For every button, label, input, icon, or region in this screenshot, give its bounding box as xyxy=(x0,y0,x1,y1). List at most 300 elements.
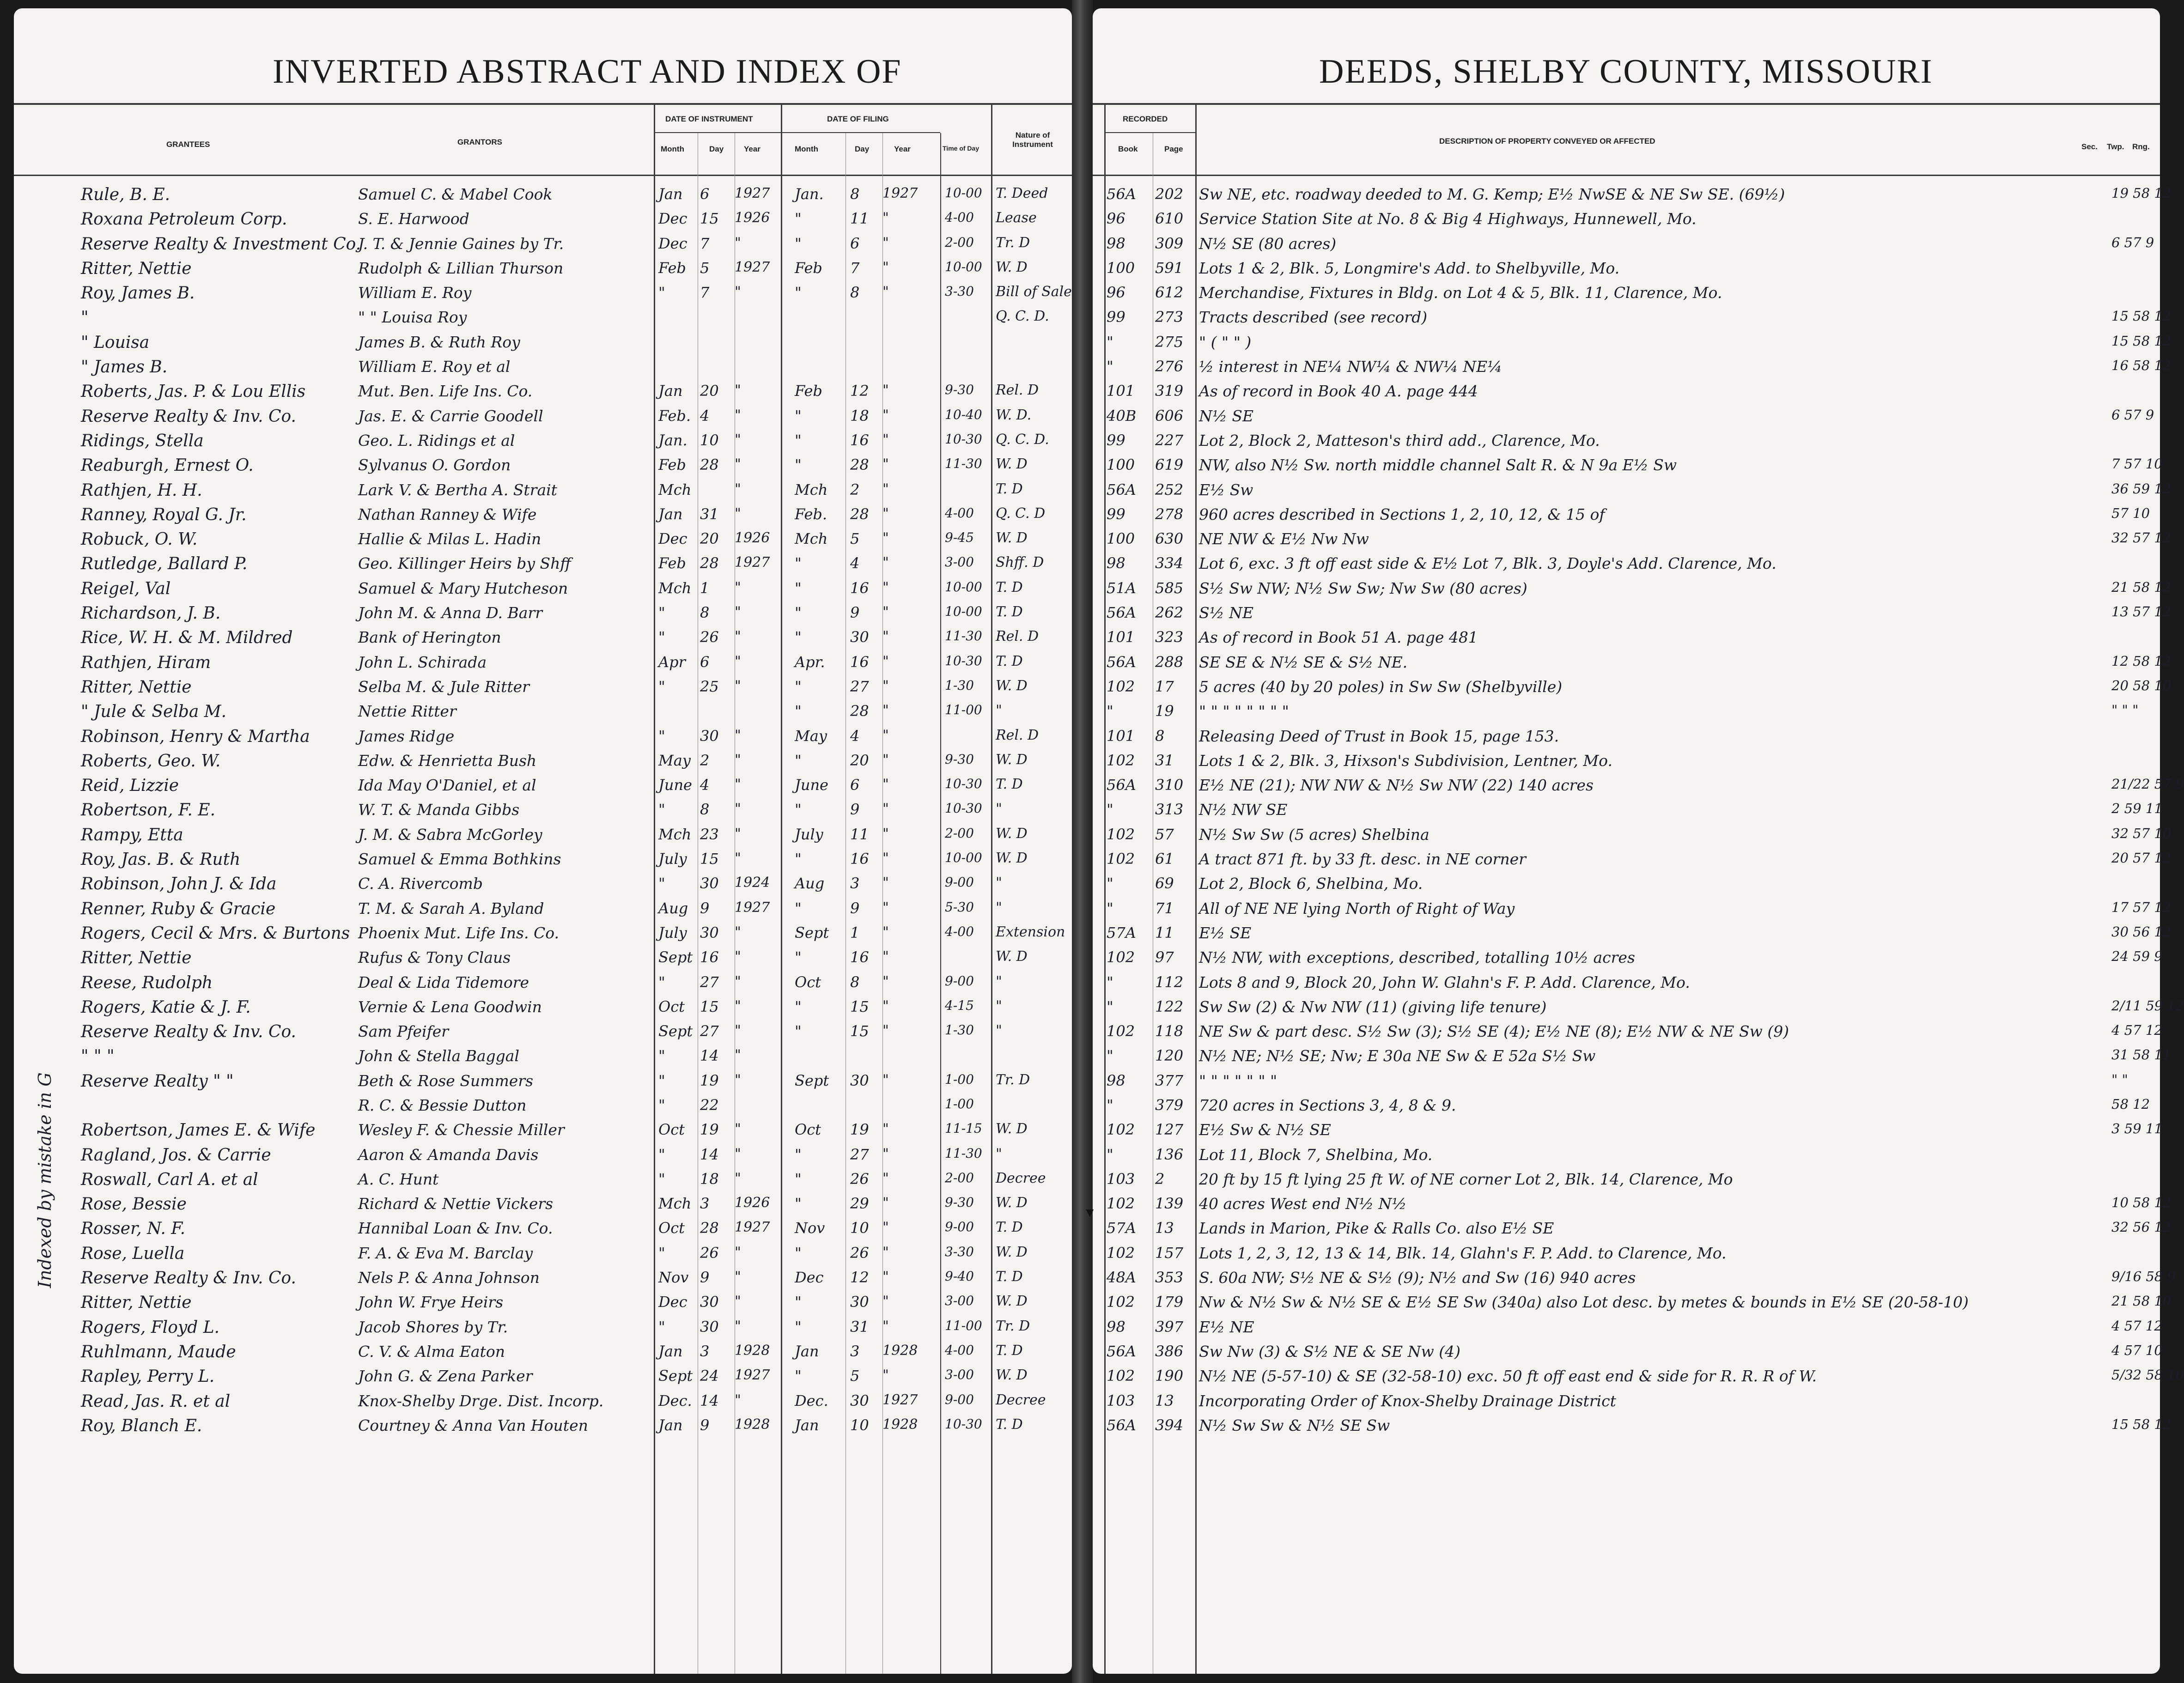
ledger-row xyxy=(1093,231,2160,255)
filing-month-cell: " xyxy=(795,1022,802,1040)
filing-day-cell: 8 xyxy=(850,973,860,991)
nature-cell: Lease xyxy=(996,210,1037,226)
left-ledger-page xyxy=(14,8,1072,1674)
ledger-row xyxy=(14,994,1072,1019)
instrument-year-cell: " xyxy=(735,234,741,251)
instrument-month-cell: June xyxy=(658,776,692,794)
instrument-day-cell: 20 xyxy=(700,382,719,400)
instrument-year-cell: " xyxy=(735,579,741,595)
instrument-month-cell: May xyxy=(658,751,691,769)
filing-year-cell: " xyxy=(882,259,889,275)
filing-day-cell: 16 xyxy=(850,948,869,966)
instrument-month-cell: " xyxy=(658,1145,665,1163)
instrument-year-cell: " xyxy=(735,997,741,1014)
ledger-row xyxy=(14,1068,1072,1093)
time-of-day-cell: 9-00 xyxy=(945,875,974,890)
filing-month-cell: Oct xyxy=(795,973,821,991)
filing-day-cell: 6 xyxy=(850,776,860,794)
book-cell: " xyxy=(1107,997,1113,1015)
filing-year-cell: " xyxy=(882,628,889,645)
instrument-day-cell: 5 xyxy=(700,259,710,277)
grantor-cell: Samuel & Emma Bothkins xyxy=(358,850,561,869)
grantor-cell: John & Stella Baggal xyxy=(358,1047,520,1065)
ledger-row xyxy=(14,1117,1072,1142)
instrument-month-cell: Feb. xyxy=(658,407,691,425)
grantor-cell: W. T. & Manda Gibbs xyxy=(358,801,520,819)
sec-twp-rng-cell: " " xyxy=(2111,1071,2128,1088)
filing-year-cell: " xyxy=(882,1244,889,1260)
grantor-cell: John M. & Anna D. Barr xyxy=(358,604,542,622)
time-of-day-cell: 9-00 xyxy=(945,1219,974,1235)
ledger-row xyxy=(14,280,1072,304)
instrument-month-cell: July xyxy=(658,850,687,868)
book-header: Book xyxy=(1118,145,1138,153)
sec-twp-rng-cell: 5/32 58 10 xyxy=(2111,1367,2184,1383)
filing-month-cell: Oct xyxy=(795,1121,821,1139)
instrument-year-cell: 1926 xyxy=(735,210,770,226)
filing-month-cell: Sept xyxy=(795,1071,829,1089)
filing-year-cell: " xyxy=(882,530,889,547)
instrument-year-cell: " xyxy=(735,751,741,768)
instrument-month-cell: Dec xyxy=(658,234,687,252)
instrument-day-cell: 3 xyxy=(700,1195,710,1213)
instrument-day-cell: 4 xyxy=(700,776,710,794)
filing-day-cell: 15 xyxy=(850,997,869,1015)
grantee-cell: Roxana Petroleum Corp. xyxy=(81,210,287,229)
ledger-row xyxy=(1093,1093,2160,1117)
instrument-year-cell: " xyxy=(735,431,741,448)
grantee-cell: " Louisa xyxy=(81,333,150,352)
grantor-cell: Rudolph & Lillian Thurson xyxy=(358,259,564,277)
page-cell: 377 xyxy=(1155,1071,1184,1089)
filing-month-cell: " xyxy=(795,456,802,474)
description-cell: 960 acres described in Sections 1, 2, 10, 12, & 15 of xyxy=(1199,505,1605,523)
time-of-day-cell: 2-00 xyxy=(945,825,974,841)
book-cell: 102 xyxy=(1107,850,1135,868)
description-cell: Lots 1, 2, 3, 12, 13 & 14, Blk. 14, Glahn's F. P. Add. to Clarence, Mo. xyxy=(1199,1244,1727,1262)
instrument-day-cell: 27 xyxy=(700,1022,719,1040)
filing-year-cell: " xyxy=(882,653,889,669)
instrument-day-cell: 22 xyxy=(700,1096,719,1114)
instrument-month-cell: Dec. xyxy=(658,1391,692,1410)
filing-month-cell: " xyxy=(795,554,802,572)
instrument-year-cell: 1928 xyxy=(735,1416,770,1433)
nature-cell: W. D xyxy=(996,850,1028,867)
ledger-row xyxy=(14,1142,1072,1167)
grantee-cell: Ritter, Nettie xyxy=(81,677,192,697)
instrument-day-cell: 25 xyxy=(700,677,719,695)
time-of-day-cell: 9-40 xyxy=(945,1269,974,1284)
filing-month-cell: July xyxy=(795,825,823,843)
grantor-cell: Knox-Shelby Drge. Dist. Incorp. xyxy=(358,1391,604,1410)
grantee-cell: Robertson, James E. & Wife xyxy=(81,1121,316,1140)
ledger-row xyxy=(1093,1142,2160,1167)
grantor-cell: " " Louisa Roy xyxy=(358,308,467,327)
filing-year-cell: " xyxy=(882,1367,889,1384)
sec-twp-rng-cell: 6 57 9 xyxy=(2111,407,2154,423)
description-cell: S½ NE xyxy=(1199,604,1254,622)
grantor-cell: J. T. & Jennie Gaines by Tr. xyxy=(358,234,564,253)
grantees-header: GRANTEES xyxy=(166,140,210,149)
nature-of-instrument-header: Nature of Instrument xyxy=(1012,131,1053,149)
description-cell: N½ NE (5-57-10) & SE (32-58-10) exc. 50 ft off east end & side for R. R. R of W. xyxy=(1199,1367,1817,1385)
nature-cell: W. D xyxy=(996,751,1028,768)
grantor-cell: John W. Frye Heirs xyxy=(358,1293,504,1312)
filing-day-cell: 28 xyxy=(850,505,869,523)
sec-twp-rng-cell: " " " xyxy=(2111,702,2139,718)
book-cell: 96 xyxy=(1107,284,1125,302)
filing-year-cell: " xyxy=(882,948,889,965)
book-cell: " xyxy=(1107,358,1113,376)
filing-month-cell: " xyxy=(795,284,802,302)
instrument-year-cell: " xyxy=(735,284,741,300)
filing-year-cell: " xyxy=(882,973,889,990)
instrument-year-cell: " xyxy=(735,1121,741,1137)
ledger-row xyxy=(14,1339,1072,1363)
nature-cell: W. D xyxy=(996,825,1028,842)
grantee-cell: Reid, Lizzie xyxy=(81,776,179,796)
grantor-cell: Nettie Ritter xyxy=(358,702,456,721)
instrument-day-cell: 20 xyxy=(700,530,719,548)
grantor-cell: F. A. & Eva M. Barclay xyxy=(358,1244,533,1262)
book-cell: 56A xyxy=(1107,604,1136,622)
grantor-cell: Nels P. & Anna Johnson xyxy=(358,1269,540,1287)
instrument-month-cell: " xyxy=(658,1244,665,1262)
filing-year-cell: " xyxy=(882,456,889,473)
instrument-day-cell: 26 xyxy=(700,628,719,646)
filing-year-cell: " xyxy=(882,234,889,251)
nature-cell: T. D xyxy=(996,653,1023,669)
instrument-day-cell: 7 xyxy=(700,284,710,302)
nature-cell: " xyxy=(996,973,1002,990)
grantee-cell: Rosser, N. F. xyxy=(81,1219,186,1239)
ledger-row xyxy=(1093,329,2172,354)
ledger-row xyxy=(14,304,1072,329)
grantor-cell: Courtney & Anna Van Houten xyxy=(358,1416,588,1434)
instrument-month-cell: Nov xyxy=(658,1269,689,1287)
filing-month-cell: " xyxy=(795,431,802,449)
filing-day-cell: 29 xyxy=(850,1195,869,1213)
instrument-month-cell: " xyxy=(658,1047,665,1065)
ledger-row xyxy=(14,970,1072,994)
ledger-row xyxy=(1093,1289,2172,1314)
sec-twp-rng-cell: 2/11 59 12 xyxy=(2111,997,2184,1014)
description-cell: Tracts described (see record) xyxy=(1199,308,1428,327)
grantor-cell: Wesley F. & Chessie Miller xyxy=(358,1121,565,1139)
ledger-row xyxy=(14,1167,1072,1191)
filing-year-cell: " xyxy=(882,554,889,571)
book-cell: 56A xyxy=(1107,776,1136,794)
book-cell: 102 xyxy=(1107,948,1135,966)
description-cell: N½ SE xyxy=(1199,407,1254,425)
grantee-cell: " James B. xyxy=(81,358,168,377)
nature-cell: Bill of Sale xyxy=(996,284,1072,300)
time-of-day-cell: 10-30 xyxy=(945,801,982,816)
page-cell: 2 xyxy=(1155,1170,1165,1188)
sec-twp-rng-cell: 6 57 9 xyxy=(2111,234,2154,250)
twp-header: Twp. xyxy=(2107,142,2124,151)
grantee-cell: Rice, W. H. & M. Mildred xyxy=(81,628,293,648)
ledger-row xyxy=(14,576,1072,600)
instrument-month-cell: Oct xyxy=(658,1121,685,1139)
ledger-row xyxy=(1093,1363,2184,1388)
instrument-month-cell: Mch xyxy=(658,1195,692,1213)
description-cell: A tract 871 ft. by 33 ft. desc. in NE corner xyxy=(1199,850,1526,869)
page-cell: 57 xyxy=(1155,825,1174,843)
filing-day-cell: 2 xyxy=(850,480,860,498)
ledger-row xyxy=(14,1240,1072,1265)
filing-day-cell: 16 xyxy=(850,431,869,449)
instrument-day-cell: 14 xyxy=(700,1145,719,1163)
book-cell: 98 xyxy=(1107,1318,1125,1336)
grantor-cell: Samuel C. & Mabel Cook xyxy=(358,185,553,203)
instrument-year-cell: " xyxy=(735,1022,741,1039)
instrument-year-cell: 1928 xyxy=(735,1342,770,1359)
filing-day-cell: 31 xyxy=(850,1318,869,1336)
sec-twp-rng-cell: 4 57 12 xyxy=(2111,1318,2163,1334)
time-of-day-cell: 10-40 xyxy=(945,407,982,422)
page-cell: 273 xyxy=(1155,308,1184,326)
grantor-cell: John G. & Zena Parker xyxy=(358,1367,533,1385)
instrument-year-cell: " xyxy=(735,924,741,940)
filing-day-cell: 10 xyxy=(850,1416,869,1434)
ledger-row xyxy=(14,723,1072,748)
nature-cell: Q. C. D. xyxy=(996,308,1049,325)
grantee-cell: Roy, James B. xyxy=(81,284,195,303)
time-of-day-cell: 4-00 xyxy=(945,210,974,225)
book-cell: 102 xyxy=(1107,1293,1135,1311)
ledger-row xyxy=(14,1093,1072,1117)
grantor-cell: Deal & Lida Tidemore xyxy=(358,973,529,991)
instrument-day-cell: 9 xyxy=(700,1416,710,1434)
sec-twp-rng-cell: 32 56 12 xyxy=(2111,1219,2172,1235)
ledger-row xyxy=(1093,1314,2163,1339)
filing-year-header: Year xyxy=(894,145,911,153)
ledger-row xyxy=(1093,1167,2160,1191)
filing-month-cell: Feb. xyxy=(795,505,827,523)
filing-day-cell: 28 xyxy=(850,456,869,474)
filing-month-cell: " xyxy=(795,997,802,1015)
filing-day-cell: 12 xyxy=(850,382,869,400)
grantee-cell: Ranney, Royal G. Jr. xyxy=(81,505,247,524)
filing-month-cell: " xyxy=(795,1195,802,1213)
instrument-year-cell: " xyxy=(735,825,741,842)
ledger-row xyxy=(1093,896,2172,920)
filing-month-header: Month xyxy=(795,145,818,153)
nature-cell: Tr. D xyxy=(996,234,1030,251)
nature-cell: Shff. D xyxy=(996,554,1044,571)
instrument-month-cell: Oct xyxy=(658,1219,685,1237)
page-cell: 275 xyxy=(1155,333,1184,351)
description-header: DESCRIPTION OF PROPERTY CONVEYED OR AFFECTED xyxy=(1439,137,1655,146)
instrument-month-cell: " xyxy=(658,1318,665,1336)
instrument-year-cell: " xyxy=(735,456,741,473)
filing-month-cell: Jan xyxy=(795,1416,819,1434)
page-cell: 61 xyxy=(1155,850,1174,868)
ledger-row xyxy=(1093,428,2160,452)
time-of-day-cell: 1-30 xyxy=(945,677,974,693)
grantee-cell: Rathjen, H. H. xyxy=(81,480,202,500)
filing-month-cell: Jan. xyxy=(795,185,824,203)
time-of-day-cell: 10-30 xyxy=(945,653,982,668)
month-header: Month xyxy=(661,145,684,153)
instrument-month-cell: " xyxy=(658,1096,665,1114)
grantee-cell: Ritter, Nettie xyxy=(81,259,192,278)
time-of-day-cell: 10-00 xyxy=(945,579,982,595)
grantor-cell: Sylvanus O. Gordon xyxy=(358,456,511,474)
book-gutter xyxy=(1072,0,1093,1683)
description-cell: NW, also N½ Sw. north middle channel Salt R. & N 9a E½ Sw xyxy=(1199,456,1677,474)
time-of-day-cell: 9-45 xyxy=(945,530,974,546)
book-cell: 102 xyxy=(1107,1244,1135,1262)
filing-day-cell: 28 xyxy=(850,702,869,720)
book-cell: 57A xyxy=(1107,1219,1136,1237)
grantor-cell: Aaron & Amanda Davis xyxy=(358,1145,539,1164)
page-cell: 353 xyxy=(1155,1269,1184,1287)
time-of-day-cell: 3-00 xyxy=(945,554,974,570)
instrument-month-cell: Oct xyxy=(658,997,685,1015)
page-cell: 139 xyxy=(1155,1195,1184,1213)
grantor-cell: Sam Pfeifer xyxy=(358,1022,449,1041)
filing-year-cell: " xyxy=(882,407,889,423)
instrument-year-cell: 1927 xyxy=(735,899,770,916)
ledger-row xyxy=(1093,920,2172,945)
ledger-row xyxy=(1093,1019,2163,1043)
nature-cell: W. D. xyxy=(996,407,1032,423)
instrument-month-cell: Dec xyxy=(658,530,687,548)
instrument-day-cell: 8 xyxy=(700,604,710,622)
nature-cell: " xyxy=(996,1145,1002,1162)
sec-twp-rng-cell: 20 57 12 xyxy=(2111,850,2172,866)
book-cell: " xyxy=(1107,1096,1113,1114)
ledger-row xyxy=(14,1388,1072,1413)
filing-year-cell: " xyxy=(882,702,889,719)
page-cell: 610 xyxy=(1155,210,1184,228)
filing-year-cell: " xyxy=(882,1269,889,1285)
instrument-month-cell: " xyxy=(658,677,665,695)
instrument-day-cell: 28 xyxy=(700,456,719,474)
description-cell: N½ SE (80 acres) xyxy=(1199,234,1337,253)
ledger-row xyxy=(1093,723,2160,748)
grantor-cell: A. C. Hunt xyxy=(358,1170,439,1188)
book-cell: 51A xyxy=(1107,579,1136,597)
grantee-cell: Renner, Ruby & Gracie xyxy=(81,899,276,918)
filing-month-cell: Sept xyxy=(795,924,829,942)
instrument-month-cell: Jan xyxy=(658,1416,683,1434)
filing-day-cell: 1 xyxy=(850,924,860,942)
ledger-row xyxy=(14,1043,1072,1068)
left-entries xyxy=(14,182,1072,1437)
grantor-cell: Geo. L. Ridings et al xyxy=(358,431,515,450)
sec-twp-rng-cell: 16 58 12 xyxy=(2111,358,2172,374)
filing-day-cell: 4 xyxy=(850,554,860,572)
instrument-day-cell: 30 xyxy=(700,1293,719,1311)
sec-twp-rng-cell: 30 56 12 xyxy=(2111,924,2172,940)
instrument-month-cell: " xyxy=(658,875,665,893)
filing-month-cell: " xyxy=(795,899,802,917)
filing-day-cell: 3 xyxy=(850,875,860,893)
grantors-header: GRANTORS xyxy=(457,138,502,146)
time-of-day-cell: 3-00 xyxy=(945,1367,974,1383)
time-of-day-cell: 9-00 xyxy=(945,973,974,989)
grantor-cell: Bank of Herington xyxy=(358,628,501,647)
book-cell: 101 xyxy=(1107,382,1135,400)
filing-day-cell: 26 xyxy=(850,1244,869,1262)
page-cell: 190 xyxy=(1155,1367,1184,1385)
filing-year-cell: " xyxy=(882,850,889,867)
nature-cell: Decree xyxy=(996,1170,1046,1186)
ledger-row xyxy=(1093,477,2172,502)
filing-month-cell: " xyxy=(795,604,802,622)
filing-year-cell: " xyxy=(882,1170,889,1186)
instrument-day-cell: 10 xyxy=(700,431,719,449)
book-cell: 101 xyxy=(1107,727,1135,745)
book-cell: 96 xyxy=(1107,210,1125,228)
page-cell: 397 xyxy=(1155,1318,1184,1336)
sec-twp-rng-cell: 10 58 12 xyxy=(2111,1195,2172,1211)
description-cell: E½ Sw & N½ SE xyxy=(1199,1121,1331,1139)
description-cell: Lands in Marion, Pike & Ralls Co. also E½ SE xyxy=(1199,1219,1554,1238)
book-cell: 100 xyxy=(1107,456,1135,474)
instrument-month-cell: Jan xyxy=(658,185,683,203)
instrument-year-cell: " xyxy=(735,801,741,817)
time-of-day-cell: 11-00 xyxy=(945,702,982,718)
filing-day-cell: 8 xyxy=(850,284,860,302)
instrument-year-cell: " xyxy=(735,604,741,620)
instrument-day-cell: 15 xyxy=(700,850,719,868)
grantee-cell: Rapley, Perry L. xyxy=(81,1367,215,1386)
grantee-cell: " xyxy=(81,308,89,328)
filing-day-header: Day xyxy=(855,145,870,153)
instrument-year-cell: 1927 xyxy=(735,259,770,275)
description-cell: Sw NE, etc. roadway deeded to M. G. Kemp; E½ NwSE & NE Sw SE. (69½) xyxy=(1199,185,1785,203)
description-cell: Service Station Site at No. 8 & Big 4 Highways, Hunnewell, Mo. xyxy=(1199,210,1697,228)
page-cell: 11 xyxy=(1155,924,1174,942)
description-cell: N½ NE; N½ SE; Nw; E 30a NE Sw & E 52a S½ Sw xyxy=(1199,1047,1596,1065)
instrument-month-cell: Dec xyxy=(658,1293,687,1311)
grantor-cell: Vernie & Lena Goodwin xyxy=(358,997,542,1016)
ledger-row xyxy=(1093,1240,2160,1265)
ledger-row xyxy=(1093,1339,2163,1363)
description-cell: N½ Sw Sw & N½ SE Sw xyxy=(1199,1416,1390,1434)
ledger-row xyxy=(14,674,1072,699)
page-cell: 585 xyxy=(1155,579,1184,597)
instrument-year-cell: " xyxy=(735,1293,741,1310)
instrument-month-cell: Feb xyxy=(658,554,686,572)
nature-cell: Rel. D xyxy=(996,382,1039,399)
instrument-year-cell: " xyxy=(735,1170,741,1186)
page-cell: 8 xyxy=(1155,727,1165,745)
description-cell: Lots 8 and 9, Block 20, John W. Glahn's F. P. Add. Clarence, Mo. xyxy=(1199,973,1690,991)
instrument-day-cell: 6 xyxy=(700,653,710,671)
filing-day-cell: 15 xyxy=(850,1022,869,1040)
filing-year-cell: " xyxy=(882,875,889,891)
ledger-row xyxy=(14,206,1072,231)
description-cell: Lot 11, Block 7, Shelbina, Mo. xyxy=(1199,1145,1433,1164)
description-cell: Incorporating Order of Knox-Shelby Drainage District xyxy=(1199,1391,1616,1410)
description-cell: " " " " " " " " xyxy=(1199,702,1289,721)
ledger-row xyxy=(14,699,1072,723)
grantor-cell: Jacob Shores by Tr. xyxy=(358,1318,508,1336)
book-cell: 100 xyxy=(1107,530,1135,548)
page-cell: 13 xyxy=(1155,1391,1174,1410)
nature-cell: " xyxy=(996,997,1002,1014)
book-cell: 101 xyxy=(1107,628,1135,646)
book-cell: 102 xyxy=(1107,1195,1135,1213)
filing-month-cell: " xyxy=(795,850,802,868)
ledger-row xyxy=(1093,502,2160,526)
ledger-row xyxy=(14,772,1072,797)
